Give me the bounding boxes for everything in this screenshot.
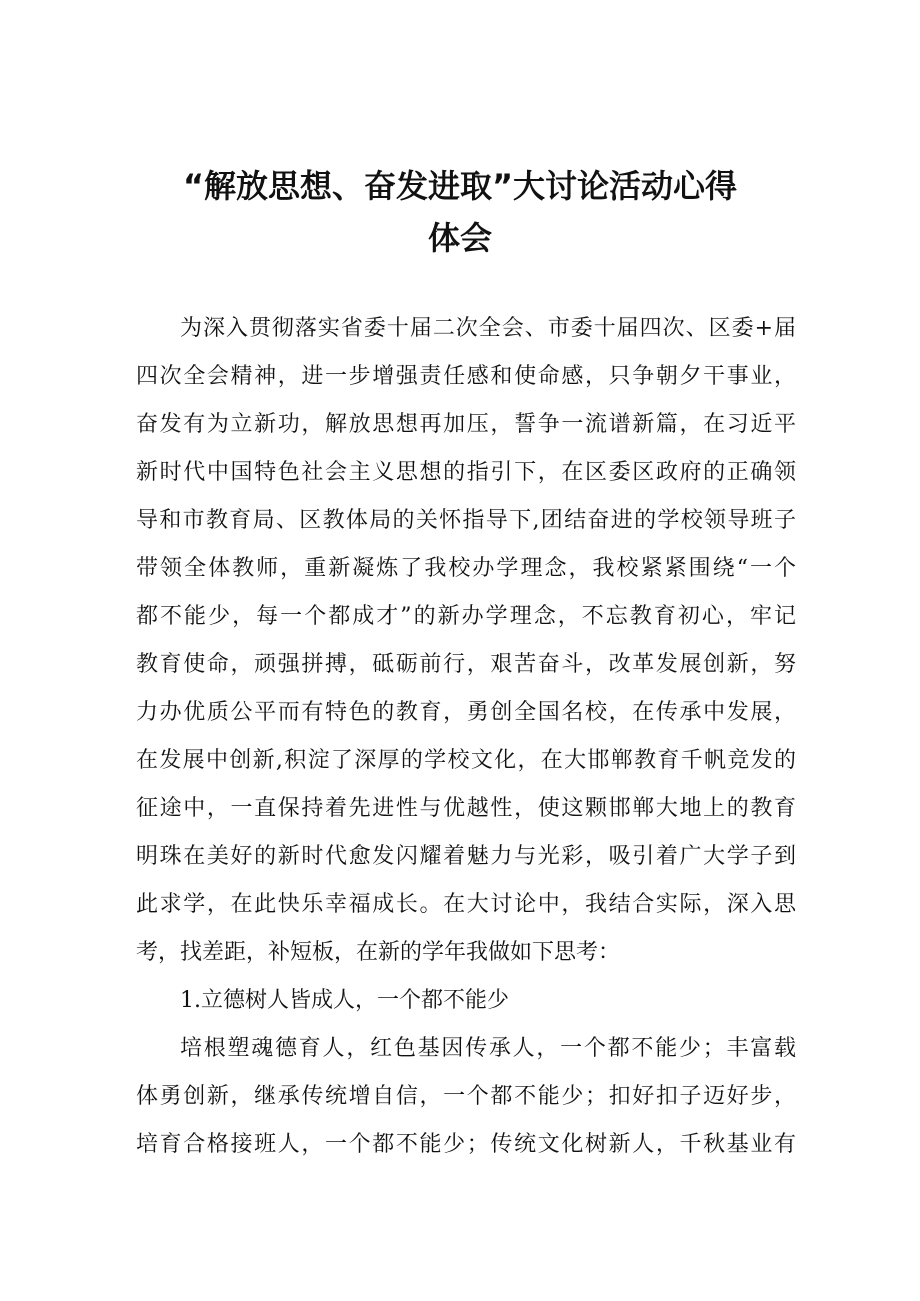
paragraph-1-line: 考，找差距，补短板，在新的学年我做如下思考： bbox=[136, 940, 621, 965]
paragraph-1-line: 明珠在美好的新时代愈发闪耀着魅力与光彩，吸引着广大学子到 bbox=[136, 844, 796, 869]
paragraph-1-line: 此求学，在此快乐幸福成长。在大讨论中，我结合实际，深入思 bbox=[136, 892, 796, 917]
paragraph-2-line: 培育合格接班人，一个都不能少；传统文化树新人，千秋基业有 bbox=[136, 1132, 796, 1157]
paragraph-1-line: 奋发有为立新功，解放思想再加压，誓争一流谱新篇，在习近平 bbox=[136, 412, 796, 437]
paragraph-1-line: 教育使命，顽强拼搏，砥砺前行，艰苦奋斗，改革发展创新，努 bbox=[136, 652, 796, 677]
paragraph-1-line: 都不能少，每一个都成才”的新办学理念，不忘教育初心，牢记 bbox=[136, 604, 796, 629]
document-title-line-1: “解放思想、奋发进取”大讨论活动心得 bbox=[182, 167, 738, 205]
paragraph-1-line: 新时代中国特色社会主义思想的指引下，在区委区政府的正确领 bbox=[136, 460, 796, 485]
paragraph-1-line: 带领全体教师，重新凝炼了我校办学理念，我校紧紧围绕“一个 bbox=[136, 556, 796, 581]
paragraph-2-line: 培根塑魂德育人，红色基因传承人，一个都不能少；丰富载 bbox=[180, 1036, 796, 1061]
paragraph-1-line: 在发展中创新,积淀了深厚的学校文化，在大邯郸教育千帆竞发的 bbox=[136, 748, 796, 773]
paragraph-1-line: 为深入贯彻落实省委十届二次全会、市委十届四次、区委+届 bbox=[180, 316, 796, 341]
paragraph-1-line: 四次全会精神，进一步增强责任感和使命感，只争朝夕干事业， bbox=[136, 364, 796, 389]
document-title-line-2: 体会 bbox=[427, 219, 492, 257]
paragraph-2-line: 体勇创新，继承传统增自信，一个都不能少；扣好扣子迈好步， bbox=[136, 1084, 796, 1109]
paragraph-1-line: 导和市教育局、区教体局的关怀指导下,团结奋进的学校领导班子 bbox=[136, 508, 796, 533]
paragraph-1-line: 征途中，一直保持着先进性与优越性，使这颗邯郸大地上的教育 bbox=[136, 796, 796, 821]
section-heading-1: 1.立德树人皆成人，一个都不能少 bbox=[180, 988, 509, 1013]
paragraph-1-line: 力办优质公平而有特色的教育，勇创全国名校，在传承中发展， bbox=[136, 700, 796, 725]
